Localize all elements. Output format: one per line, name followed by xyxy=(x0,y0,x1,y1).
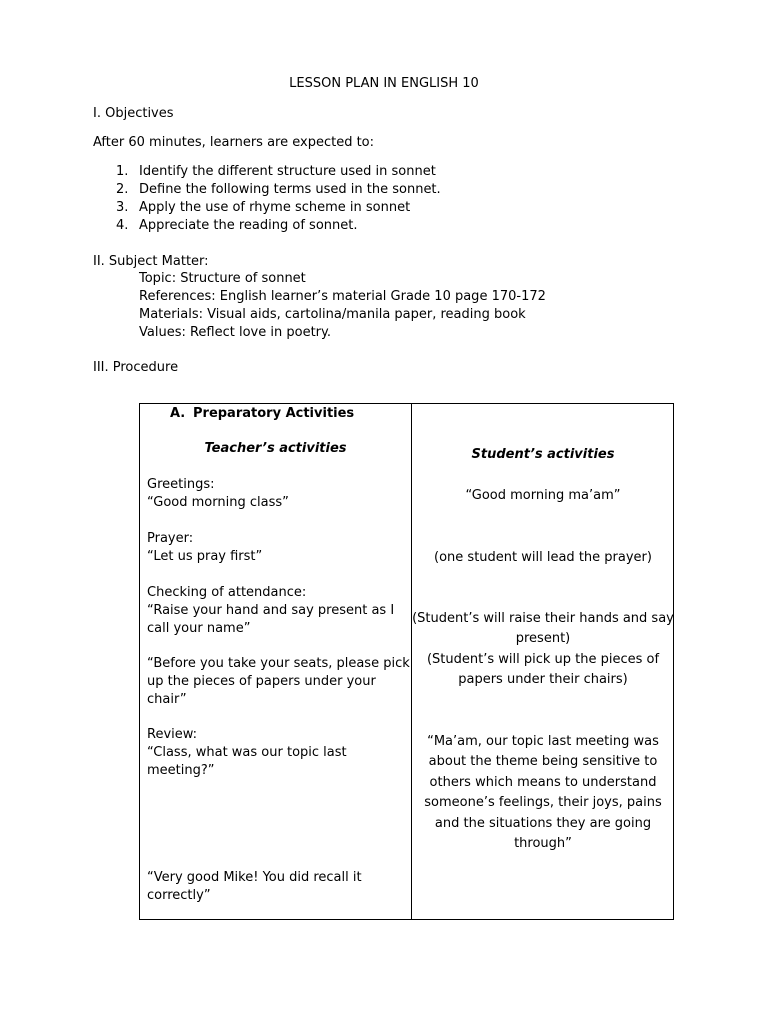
teacher-prayer-label: Prayer: xyxy=(147,531,194,546)
subject-materials: Materials: Visual aids, cartolina/manila paper, reading book xyxy=(139,307,526,322)
objective-number: 3. xyxy=(116,200,129,215)
teacher-review-label: Review: xyxy=(147,727,198,742)
objective-number: 1. xyxy=(116,164,129,179)
activities-table xyxy=(139,403,674,920)
objective-item: Identify the different structure used in sonnet xyxy=(139,164,436,179)
student-pick-line: papers under their chairs) xyxy=(458,672,628,687)
teacher-attendance-line: call your name” xyxy=(147,621,251,636)
student-answer-line: through” xyxy=(514,836,572,851)
subject-references: References: English learner’s material Grade 10 page 170-172 xyxy=(139,289,546,304)
teacher-prayer-line: “Let us pray first” xyxy=(147,549,263,564)
section-letter: A. xyxy=(170,406,186,421)
section-title: Preparatory Activities xyxy=(193,406,355,421)
student-answer-line: someone’s feelings, their joys, pains xyxy=(424,795,662,810)
student-answer-line: others which means to understand xyxy=(429,775,657,790)
subject-matter-heading: II. Subject Matter: xyxy=(93,254,209,269)
student-pick-line: (Student’s will pick up the pieces of xyxy=(426,652,660,667)
teacher-activities-heading: Teacher’s activities xyxy=(204,441,347,456)
teacher-praise-line: correctly” xyxy=(147,888,211,903)
student-greeting: “Good morning ma’am” xyxy=(465,488,621,503)
student-answer-line: about the theme being sensitive to xyxy=(428,754,658,769)
objective-number: 2. xyxy=(116,182,129,197)
teacher-seats-line: chair” xyxy=(147,692,187,707)
teacher-attendance-label: Checking of attendance: xyxy=(147,585,307,600)
objectives-intro: After 60 minutes, learners are expected to: xyxy=(93,135,375,150)
teacher-review-line: “Class, what was our topic last xyxy=(147,745,347,760)
student-attendance-line: (Student’s will raise their hands and say xyxy=(412,611,674,626)
teacher-praise-line: “Very good Mike! You did recall it xyxy=(147,870,362,885)
student-activities-heading: Student’s activities xyxy=(471,447,615,462)
teacher-greetings-line: “Good morning class” xyxy=(147,495,289,510)
student-answer-line: “Ma’am, our topic last meeting was xyxy=(427,734,659,749)
student-answer-line: and the situations they are going xyxy=(434,816,652,831)
document-title: LESSON PLAN IN ENGLISH 10 xyxy=(289,76,479,91)
subject-values: Values: Reflect love in poetry. xyxy=(139,325,331,340)
objective-number: 4. xyxy=(116,218,129,233)
teacher-review-line: meeting?” xyxy=(147,763,215,778)
subject-topic: Topic: Structure of sonnet xyxy=(139,271,306,286)
student-attendance-line: present) xyxy=(515,631,571,646)
objective-item: Define the following terms used in the sonnet. xyxy=(139,182,441,197)
objective-item: Appreciate the reading of sonnet. xyxy=(139,218,358,233)
procedure-heading: III. Procedure xyxy=(93,360,179,375)
teacher-attendance-line: “Raise your hand and say present as I xyxy=(147,603,395,618)
teacher-seats-line: “Before you take your seats, please pick xyxy=(147,656,410,671)
objective-item: Apply the use of rhyme scheme in sonnet xyxy=(139,200,411,215)
teacher-greetings-label: Greetings: xyxy=(147,477,215,492)
objectives-heading: I. Objectives xyxy=(93,106,174,121)
student-prayer: (one student will lead the prayer) xyxy=(434,550,652,565)
teacher-seats-line: up the pieces of papers under your xyxy=(147,674,376,689)
